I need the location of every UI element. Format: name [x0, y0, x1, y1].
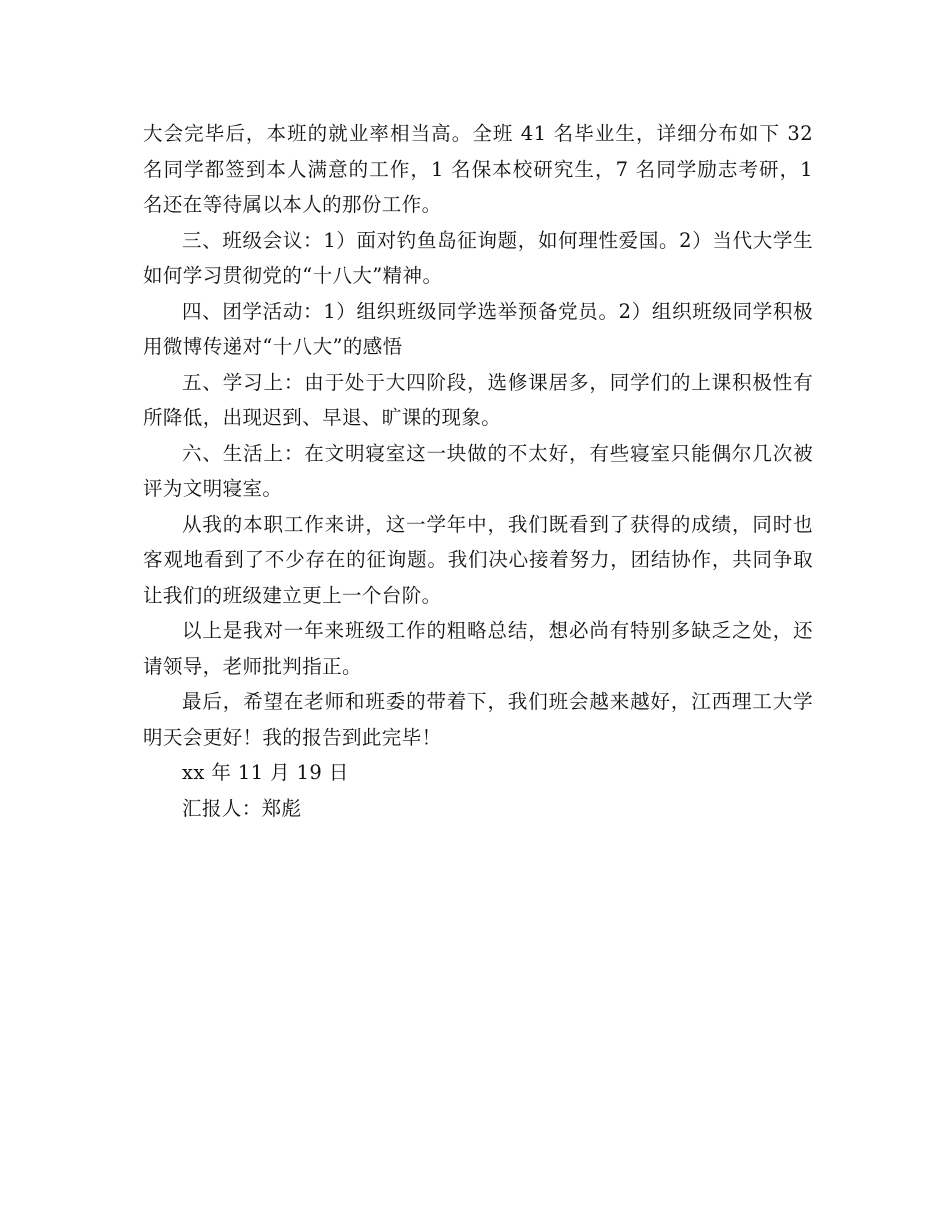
paragraph-summary: 以上是我对一年来班级工作的粗略总结，想必尚有特别多缺乏之处，还请领导，老师批判指正。 [143, 619, 813, 678]
reporter-signature: 汇报人：郑彪 [182, 796, 302, 820]
paragraph-work-review: 从我的本职工作来讲，这一学年中，我们既看到了获得的成绩，同时也客观地看到了不少存在的征询题。我们决心接着努力，团结协作，共同争取让我们的班级建立更上一个台阶。 [143, 512, 813, 607]
document-body [143, 116, 813, 826]
report-date: xx 年 11 月 19 日 [182, 761, 349, 784]
paragraph-study: 五、学习上：由于处于大四阶段，选修课居多，同学们的上课积极性有所降低，出现迟到、早退、旷课的现象。 [143, 370, 813, 429]
paragraph-employment: 大会完毕后，本班的就业率相当高。全班 41 名毕业生，详细分布如下 32 名同学都签到本人满意的工作，1 名保本校研究生，7 名同学励志考研，1 名还在等待属以本人的那份工作。 [143, 122, 813, 216]
paragraph-class-meeting: 三、班级会议：1）面对钓鱼岛征询题，如何理性爱国。2）当代大学生如何学习贯彻党的“十八大”精神。 [143, 228, 813, 287]
paragraph-league-activities: 四、团学活动：1）组织班级同学选举预备党员。2）组织班级同学积极用微博传递对“十八大”的感悟 [143, 299, 813, 358]
paragraph-life: 六、生活上：在文明寝室这一块做的不太好，有些寝室只能偶尔几次被评为文明寝室。 [143, 441, 813, 500]
paragraph-closing: 最后，希望在老师和班委的带着下，我们班会越来越好，江西理工大学明天会更好！我的报告到此完毕！ [143, 690, 813, 749]
